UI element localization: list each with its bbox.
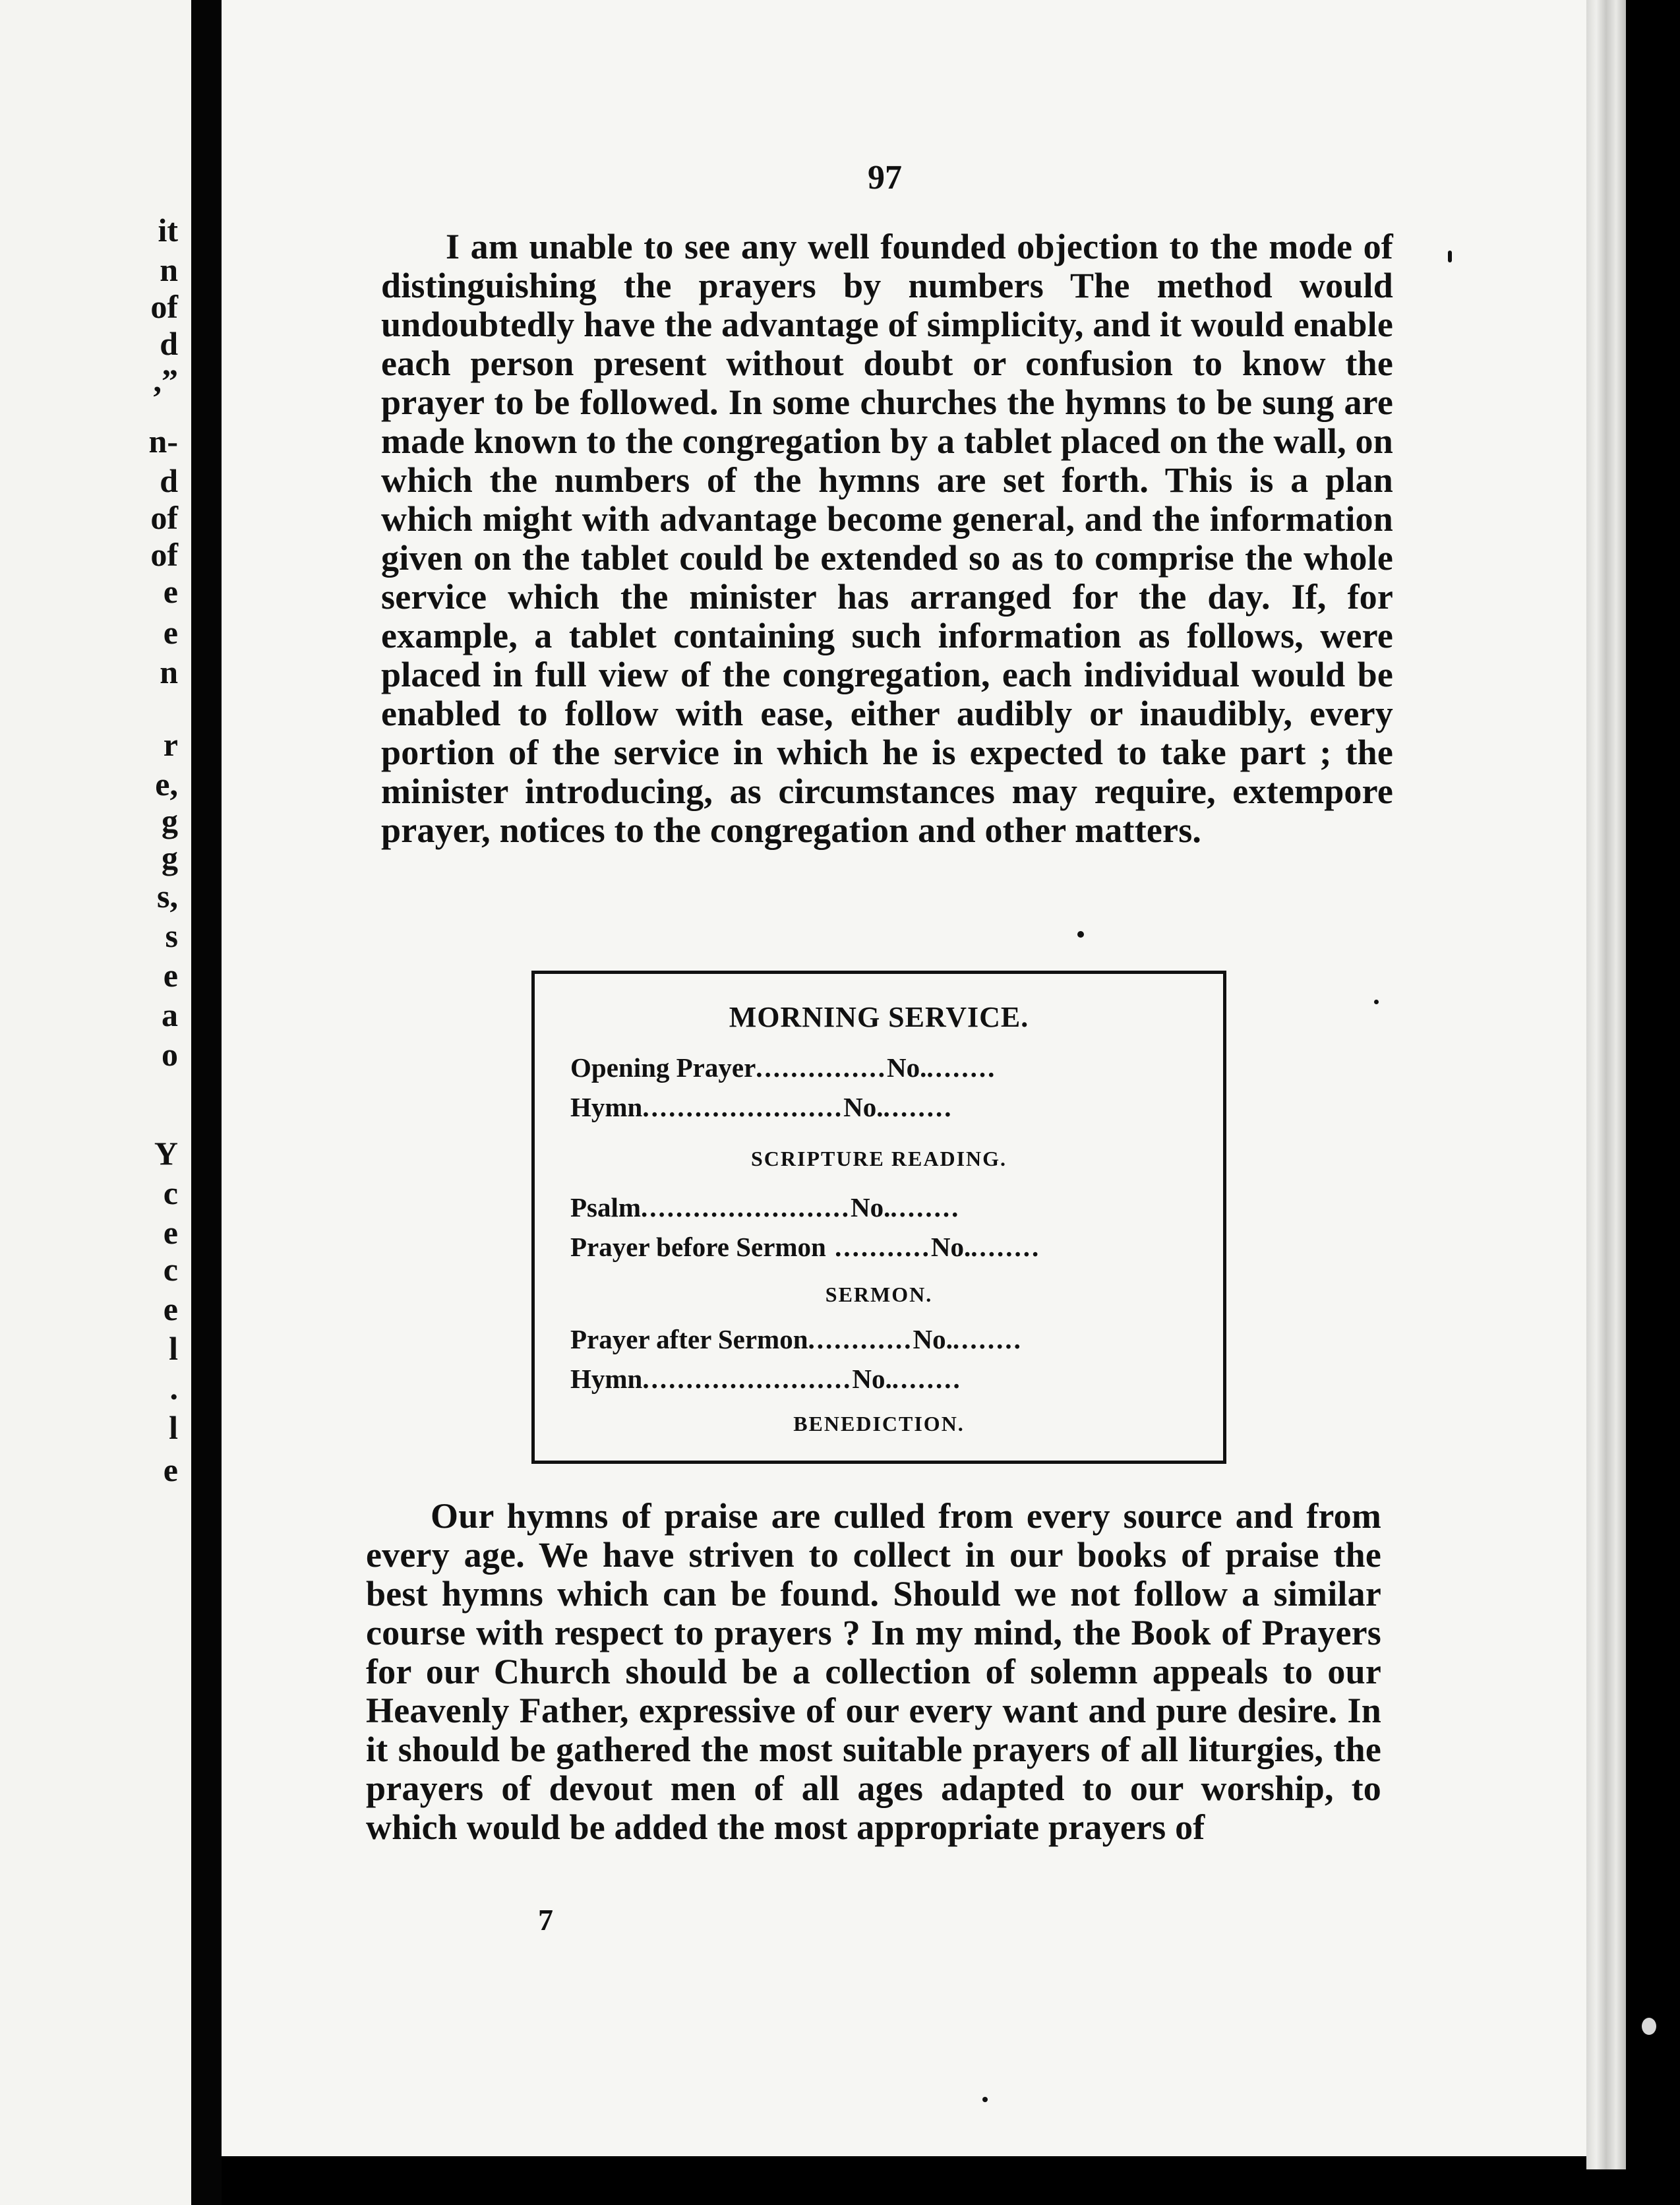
edge-letter: of	[150, 499, 178, 536]
section-heading: BENEDICTION.	[793, 1412, 965, 1435]
page-number: 97	[868, 159, 902, 196]
entry-label: Opening Prayer	[570, 1052, 756, 1083]
edge-letter: c	[163, 1251, 178, 1288]
entry-label: Prayer before Sermon	[570, 1232, 826, 1262]
edge-letter: d	[160, 325, 178, 362]
leader-dots: ...........	[825, 1232, 931, 1262]
entry-number: No.	[887, 1052, 927, 1083]
edge-letter: d	[160, 462, 178, 499]
entry-number: No.	[913, 1324, 953, 1354]
ink-speck	[1374, 1000, 1379, 1004]
leader-dots: ........................	[641, 1192, 851, 1223]
tablet-entry	[570, 1231, 1203, 1263]
edge-letter: .	[169, 1370, 178, 1406]
entry-label: Psalm	[570, 1192, 642, 1223]
paragraph-2: Our hymns of praise are culled from every source and from every age. We have striven to collect in our books of praise the best hymns which can be found. Should we not follow a similar course with respect to prayers ? In my mind, the Book of Prayers for our Church should be a collection of solemn appeals to our Heavenly Father, expressive of our every want and pure desire. In it should be gathered the most suitable prayers of all liturgies, the prayers of devout men of all ages adapted to our worship, to which would be added the most appropriate prayers of	[366, 1496, 1381, 1847]
edge-letter: s,	[157, 878, 178, 915]
tablet-entry	[570, 1323, 1203, 1355]
entry-number: No.	[843, 1092, 884, 1122]
edge-letter: g	[162, 839, 178, 876]
edge-letter: o	[162, 1036, 178, 1073]
ink-speck	[1448, 251, 1452, 262]
book-gutter	[191, 0, 222, 2205]
edge-letter: a	[162, 996, 178, 1033]
leader-dots: ............	[808, 1324, 913, 1354]
edge-letter: c	[163, 1174, 178, 1211]
edge-letter: Y	[154, 1135, 178, 1172]
leader-dots: .......................	[642, 1092, 844, 1122]
left-facing-page	[0, 0, 191, 2205]
entry-label: Hymn	[570, 1364, 643, 1394]
edge-letter: n-	[148, 423, 178, 460]
edge-letter: of	[150, 536, 178, 573]
entry-label: Prayer after Sermon	[570, 1324, 808, 1354]
entry-number: No.	[852, 1364, 892, 1394]
section-heading: SCRIPTURE READING.	[750, 1147, 1007, 1170]
leader-dots: ........	[890, 1192, 961, 1223]
tablet-title: MORNING SERVICE.	[729, 1001, 1029, 1033]
tablet-entry	[570, 1091, 1203, 1123]
edge-letter: r	[163, 726, 178, 763]
edge-letter: e	[163, 1451, 178, 1488]
leader-dots: ........................	[642, 1364, 853, 1394]
ink-speck	[1077, 931, 1084, 938]
signature-mark: 7	[538, 1903, 553, 1937]
leader-dots: ........	[883, 1092, 953, 1122]
leader-dots: ........	[971, 1232, 1041, 1262]
leader-dots: ........	[926, 1052, 997, 1083]
edge-letter: s	[165, 917, 178, 954]
edge-letter: e	[163, 957, 178, 994]
edge-letter: it	[158, 212, 178, 249]
edge-letter: l	[169, 1330, 178, 1367]
edge-letter: n	[160, 251, 178, 288]
leader-dots: ...............	[756, 1052, 887, 1083]
tablet-entry	[570, 1052, 1203, 1083]
edge-letter: e	[163, 573, 178, 610]
edge-letter: e	[163, 1290, 178, 1327]
edge-letter: ,”	[153, 362, 178, 399]
edge-letter: g	[162, 802, 178, 839]
edge-letter: of	[150, 288, 178, 325]
paragraph-1: I am unable to see any well founded objection to the mode of distinguishing the prayers by numbers The method would undoubtedly have the advantage of simplicity, and it would enable each person present without doubt or confusion to know the prayer to be followed. In some churches the hymns to be sung are made known to the congregation by a tablet placed on the wall, on which the numbers of the hymns are set forth. This is a plan which might with advantage become general, and the information given on the tablet could be extended so as to comprise the whole service which the minister has arranged for the day. If, for example, a tablet containing such information as follows, were placed in full view of the congregation, each individual would be enabled to follow with ease, either audibly or inaudibly, every portion of the service in which he is expected to take part ; the minister introducing, as circumstances may require, extempore prayer, notices to the congregation and other matters.	[381, 227, 1393, 850]
tablet-entry	[570, 1363, 1203, 1395]
section-heading: SERMON.	[825, 1283, 933, 1306]
ink-speck	[982, 2097, 988, 2102]
entry-number: No.	[930, 1232, 971, 1262]
entry-label: Hymn	[570, 1092, 643, 1122]
edge-letter: e	[163, 614, 178, 651]
edge-letter: l	[169, 1409, 178, 1446]
page-edge-stack	[1586, 0, 1626, 2169]
edge-letter: n	[160, 653, 178, 690]
service-tablet	[531, 971, 1226, 1464]
scan-artifact	[1642, 2018, 1656, 2035]
leader-dots: ........	[952, 1324, 1023, 1354]
entry-number: No.	[851, 1192, 891, 1223]
leader-dots: ........	[891, 1364, 962, 1394]
edge-letter: e	[163, 1214, 178, 1251]
edge-letter: e,	[155, 766, 178, 802]
tablet-entry	[570, 1192, 1203, 1223]
